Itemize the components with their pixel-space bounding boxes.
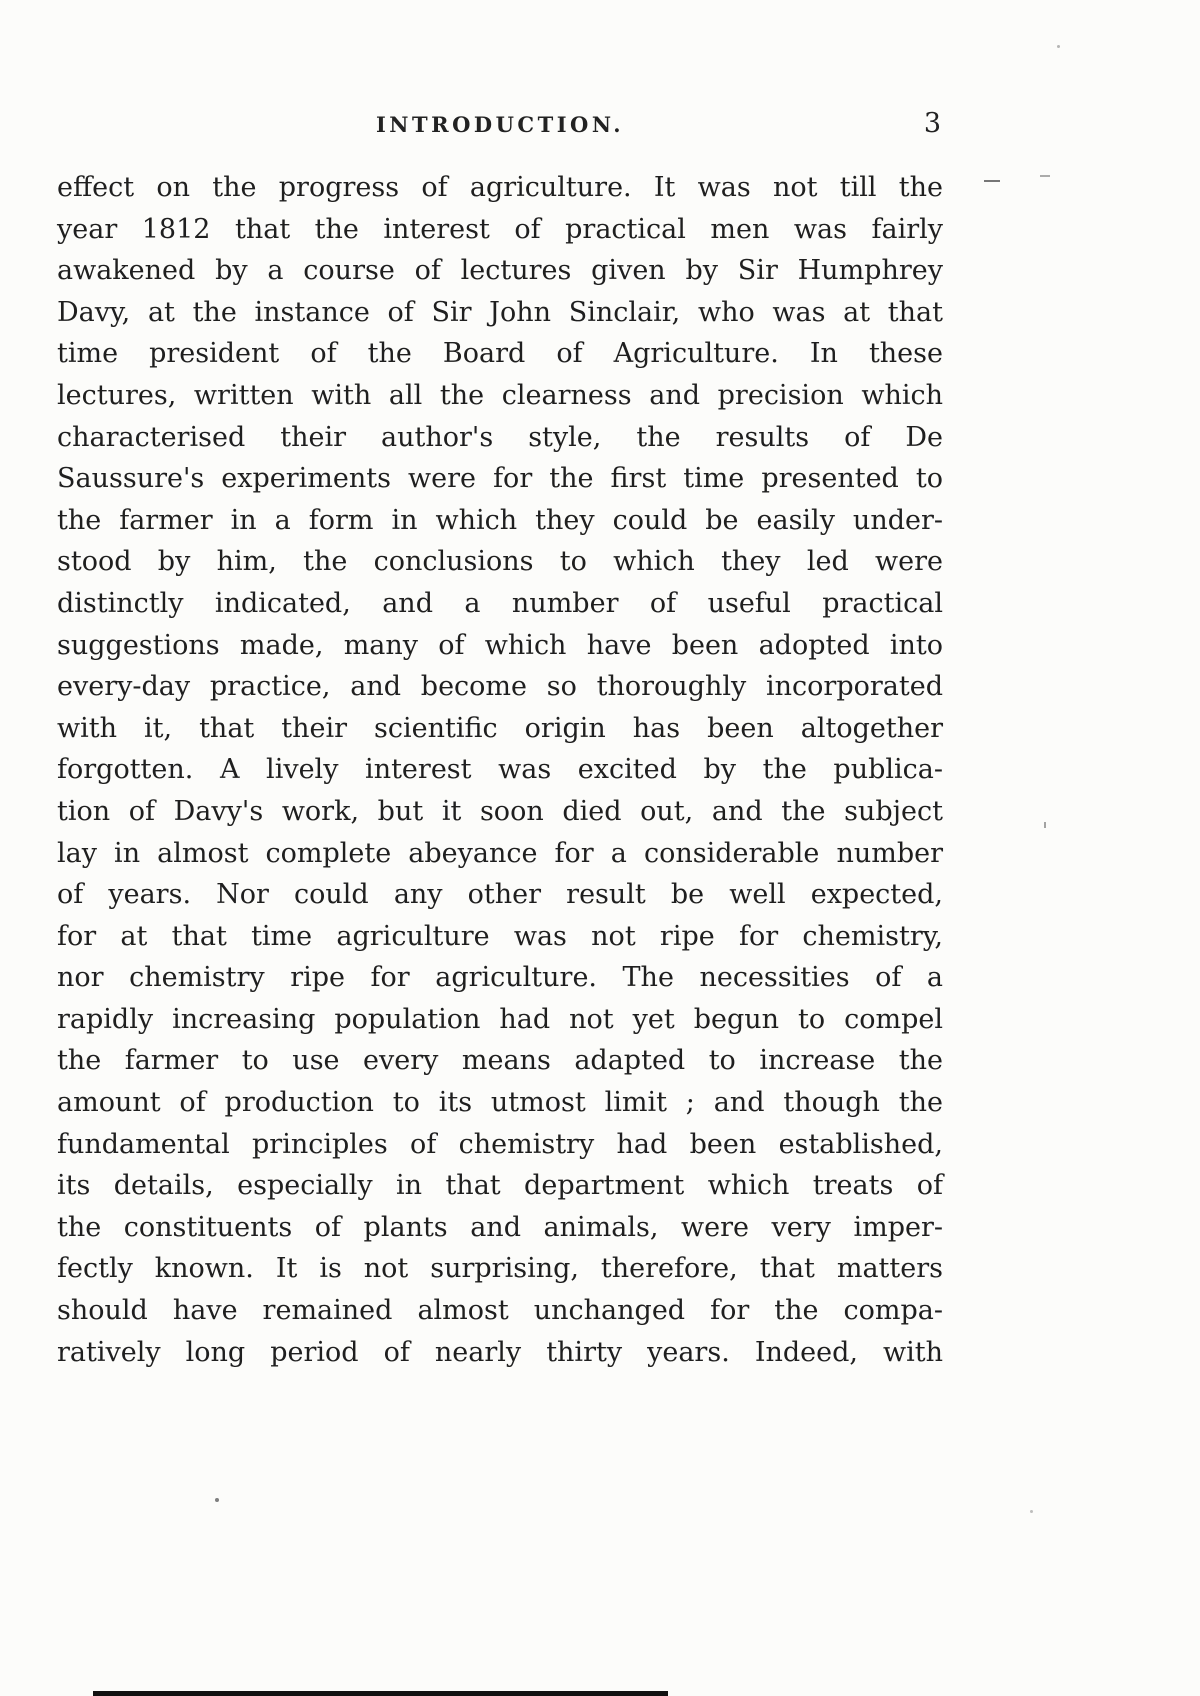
text-line: suggestions made, many of which have been adopted into (57, 629, 943, 661)
page-title: INTRODUCTION. (375, 112, 625, 137)
scan-artifact (1044, 822, 1046, 828)
text-line: Saussure's experiments were for the first time presented to (57, 463, 943, 495)
text-line: rapidly increasing population had not yet begun to compel (57, 1003, 943, 1035)
text-line: every-day practice, and become so thoroughly incorporated (57, 671, 943, 703)
text-line: nor chemistry ripe for agriculture. The necessities of a (57, 962, 943, 994)
text-line: distinctly indicated, and a number of useful practical (57, 587, 943, 619)
text-line: awakened by a course of lectures given by Sir Humphrey (57, 255, 943, 287)
text-line: should have remained almost unchanged for the compa- (57, 1295, 943, 1327)
text-line: the farmer to use every means adapted to increase the (57, 1045, 943, 1077)
running-header (57, 108, 943, 148)
text-line: tion of Davy's work, but it soon died out, and the subject (57, 795, 943, 827)
text-line: characterised their author's style, the results of De (57, 421, 943, 453)
text-line: year 1812 that the interest of practical men was fairly (57, 213, 943, 245)
text-line: forgotten. A lively interest was excited by the publica- (57, 754, 943, 786)
scan-artifact (215, 1498, 219, 1502)
body-text (57, 167, 943, 1373)
text-line: its details, especially in that department which treats of (57, 1170, 943, 1202)
scan-artifact (1057, 45, 1060, 48)
text-line: ratively long period of nearly thirty years. Indeed, with (57, 1336, 943, 1368)
scan-edge-artifact (93, 1691, 668, 1696)
text-line: with it, that their scientific origin has been altogether (57, 712, 943, 744)
text-line: lay in almost complete abeyance for a considerable number (57, 837, 943, 869)
text-line: time president of the Board of Agriculture. In these (57, 338, 943, 370)
text-line: Davy, at the instance of Sir John Sinclair, who was at that (57, 296, 943, 328)
text-line: the constituents of plants and animals, were very imper- (57, 1211, 943, 1243)
scan-artifact (1040, 175, 1050, 177)
text-line: the farmer in a form in which they could be easily under- (57, 504, 943, 536)
text-line: fectly known. It is not surprising, therefore, that matters (57, 1253, 943, 1285)
text-line: for at that time agriculture was not ripe for chemistry, (57, 920, 943, 952)
text-line: fundamental principles of chemistry had been established, (57, 1128, 943, 1160)
text-line: of years. Nor could any other result be well expected, (57, 879, 943, 911)
text-line: amount of production to its utmost limit ; and though the (57, 1087, 943, 1119)
scan-artifact (1030, 1510, 1033, 1513)
text-line: stood by him, the conclusions to which they led were (57, 546, 943, 578)
page-number: 3 (923, 108, 941, 139)
scan-artifact (984, 180, 1000, 182)
text-line: effect on the progress of agriculture. It was not till the (57, 172, 943, 203)
text-line: lectures, written with all the clearness and precision which (57, 379, 943, 411)
